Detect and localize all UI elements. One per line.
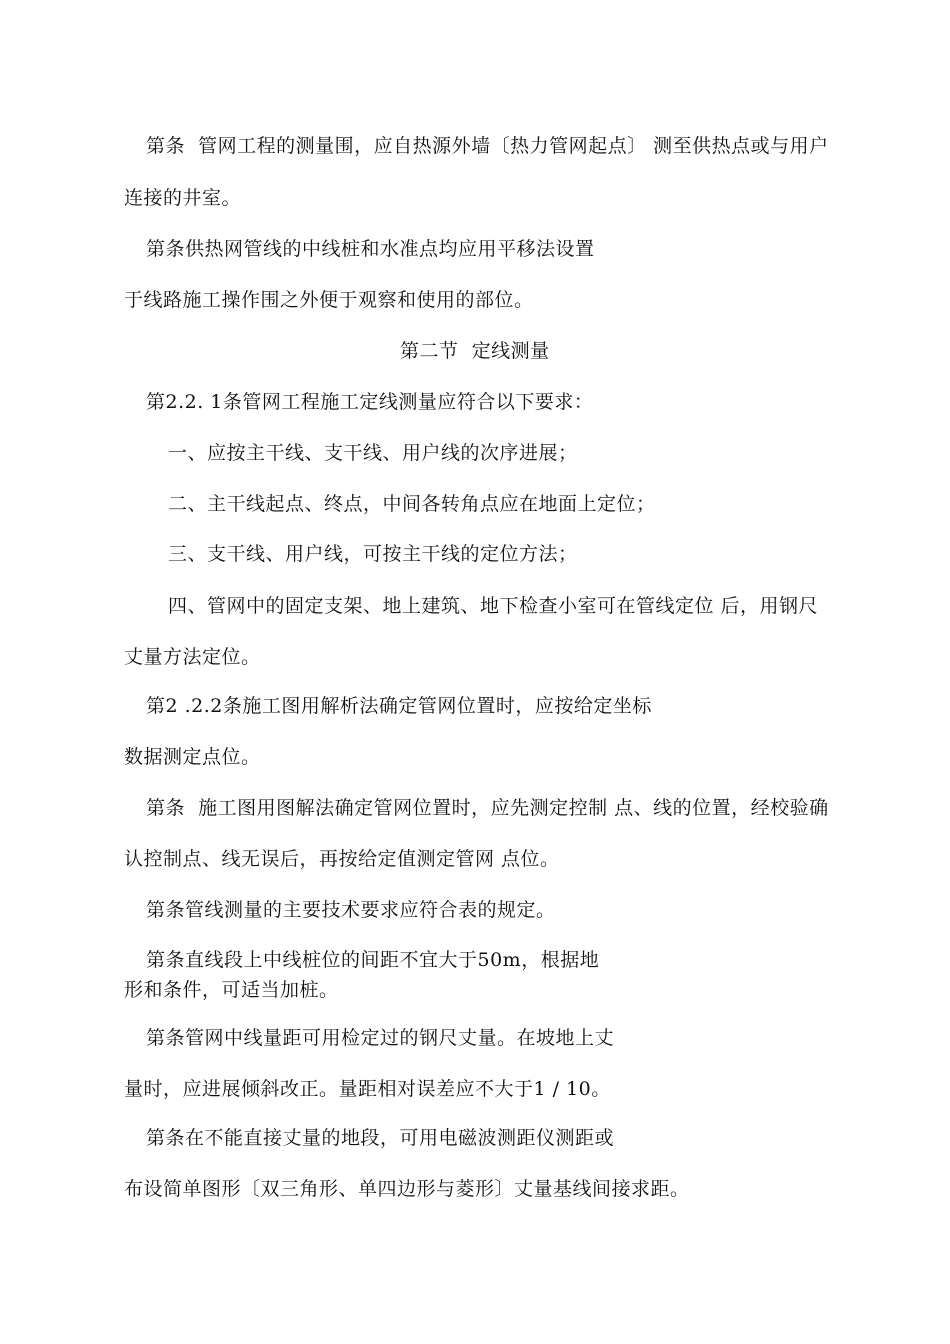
paragraph-line: 第条在不能直接丈量的地段，可用电磁波测距仪测距或 bbox=[146, 1127, 615, 1149]
paragraph-line: 形和条件，可适当加桩。 bbox=[124, 979, 339, 1001]
paragraph-line: 第2.2. 1条管网工程施工定线测量应符合以下要求： bbox=[146, 391, 594, 413]
section-heading: 第二节 定线测量 bbox=[400, 340, 550, 362]
paragraph-line: 第条直线段上中线桩位的间距不宜大于50m，根据地 bbox=[146, 949, 600, 971]
paragraph-line: 数据测定点位。 bbox=[124, 746, 261, 768]
paragraph-line: 认控制点、线无误后，再按给定值测定管网 点位。 bbox=[124, 848, 560, 870]
list-item: 一、应按主干线、支干线、用户线的次序进展； bbox=[168, 442, 578, 464]
list-item: 二、主干线起点、终点，中间各转角点应在地面上定位； bbox=[168, 493, 656, 515]
paragraph-line: 第条管网中线量距可用检定过的钢尺丈量。在坡地上丈 bbox=[146, 1027, 615, 1049]
paragraph-line: 丈量方法定位。 bbox=[124, 646, 261, 668]
paragraph-line: 第条管线测量的主要技术要求应符合表的规定。 bbox=[146, 899, 556, 921]
paragraph-line: 第条 施工图用图解法确定管网位置时，应先测定控制 点、线的位置，经校验确 bbox=[146, 797, 829, 819]
list-item: 三、支干线、用户线，可按主干线的定位方法； bbox=[168, 543, 578, 565]
paragraph-line: 第2 .2.2条施工图用解析法确定管网位置时，应按给定坐标 bbox=[146, 695, 652, 717]
paragraph-line: 于线路施工操作围之外便于观察和使用的部位。 bbox=[124, 289, 534, 311]
paragraph-line: 量时，应进展倾斜改正。量距相对误差应不大于1 / 10。 bbox=[124, 1078, 611, 1100]
list-item: 四、管网中的固定支架、地上建筑、地下检查小室可在管线定位 后，用钢尺 bbox=[168, 595, 819, 617]
paragraph-line: 连接的井室。 bbox=[124, 187, 242, 209]
paragraph-line: 第条 管网工程的测量围，应自热源外墙〔热力管网起点〕 测至供热点或与用户 bbox=[146, 135, 829, 157]
paragraph-line: 第条供热网管线的中线桩和水准点均应用平移法设置 bbox=[146, 238, 595, 260]
paragraph-line: 布设简单图形〔双三角形、单四边形与菱形〕丈量基线间接求距。 bbox=[124, 1178, 690, 1200]
